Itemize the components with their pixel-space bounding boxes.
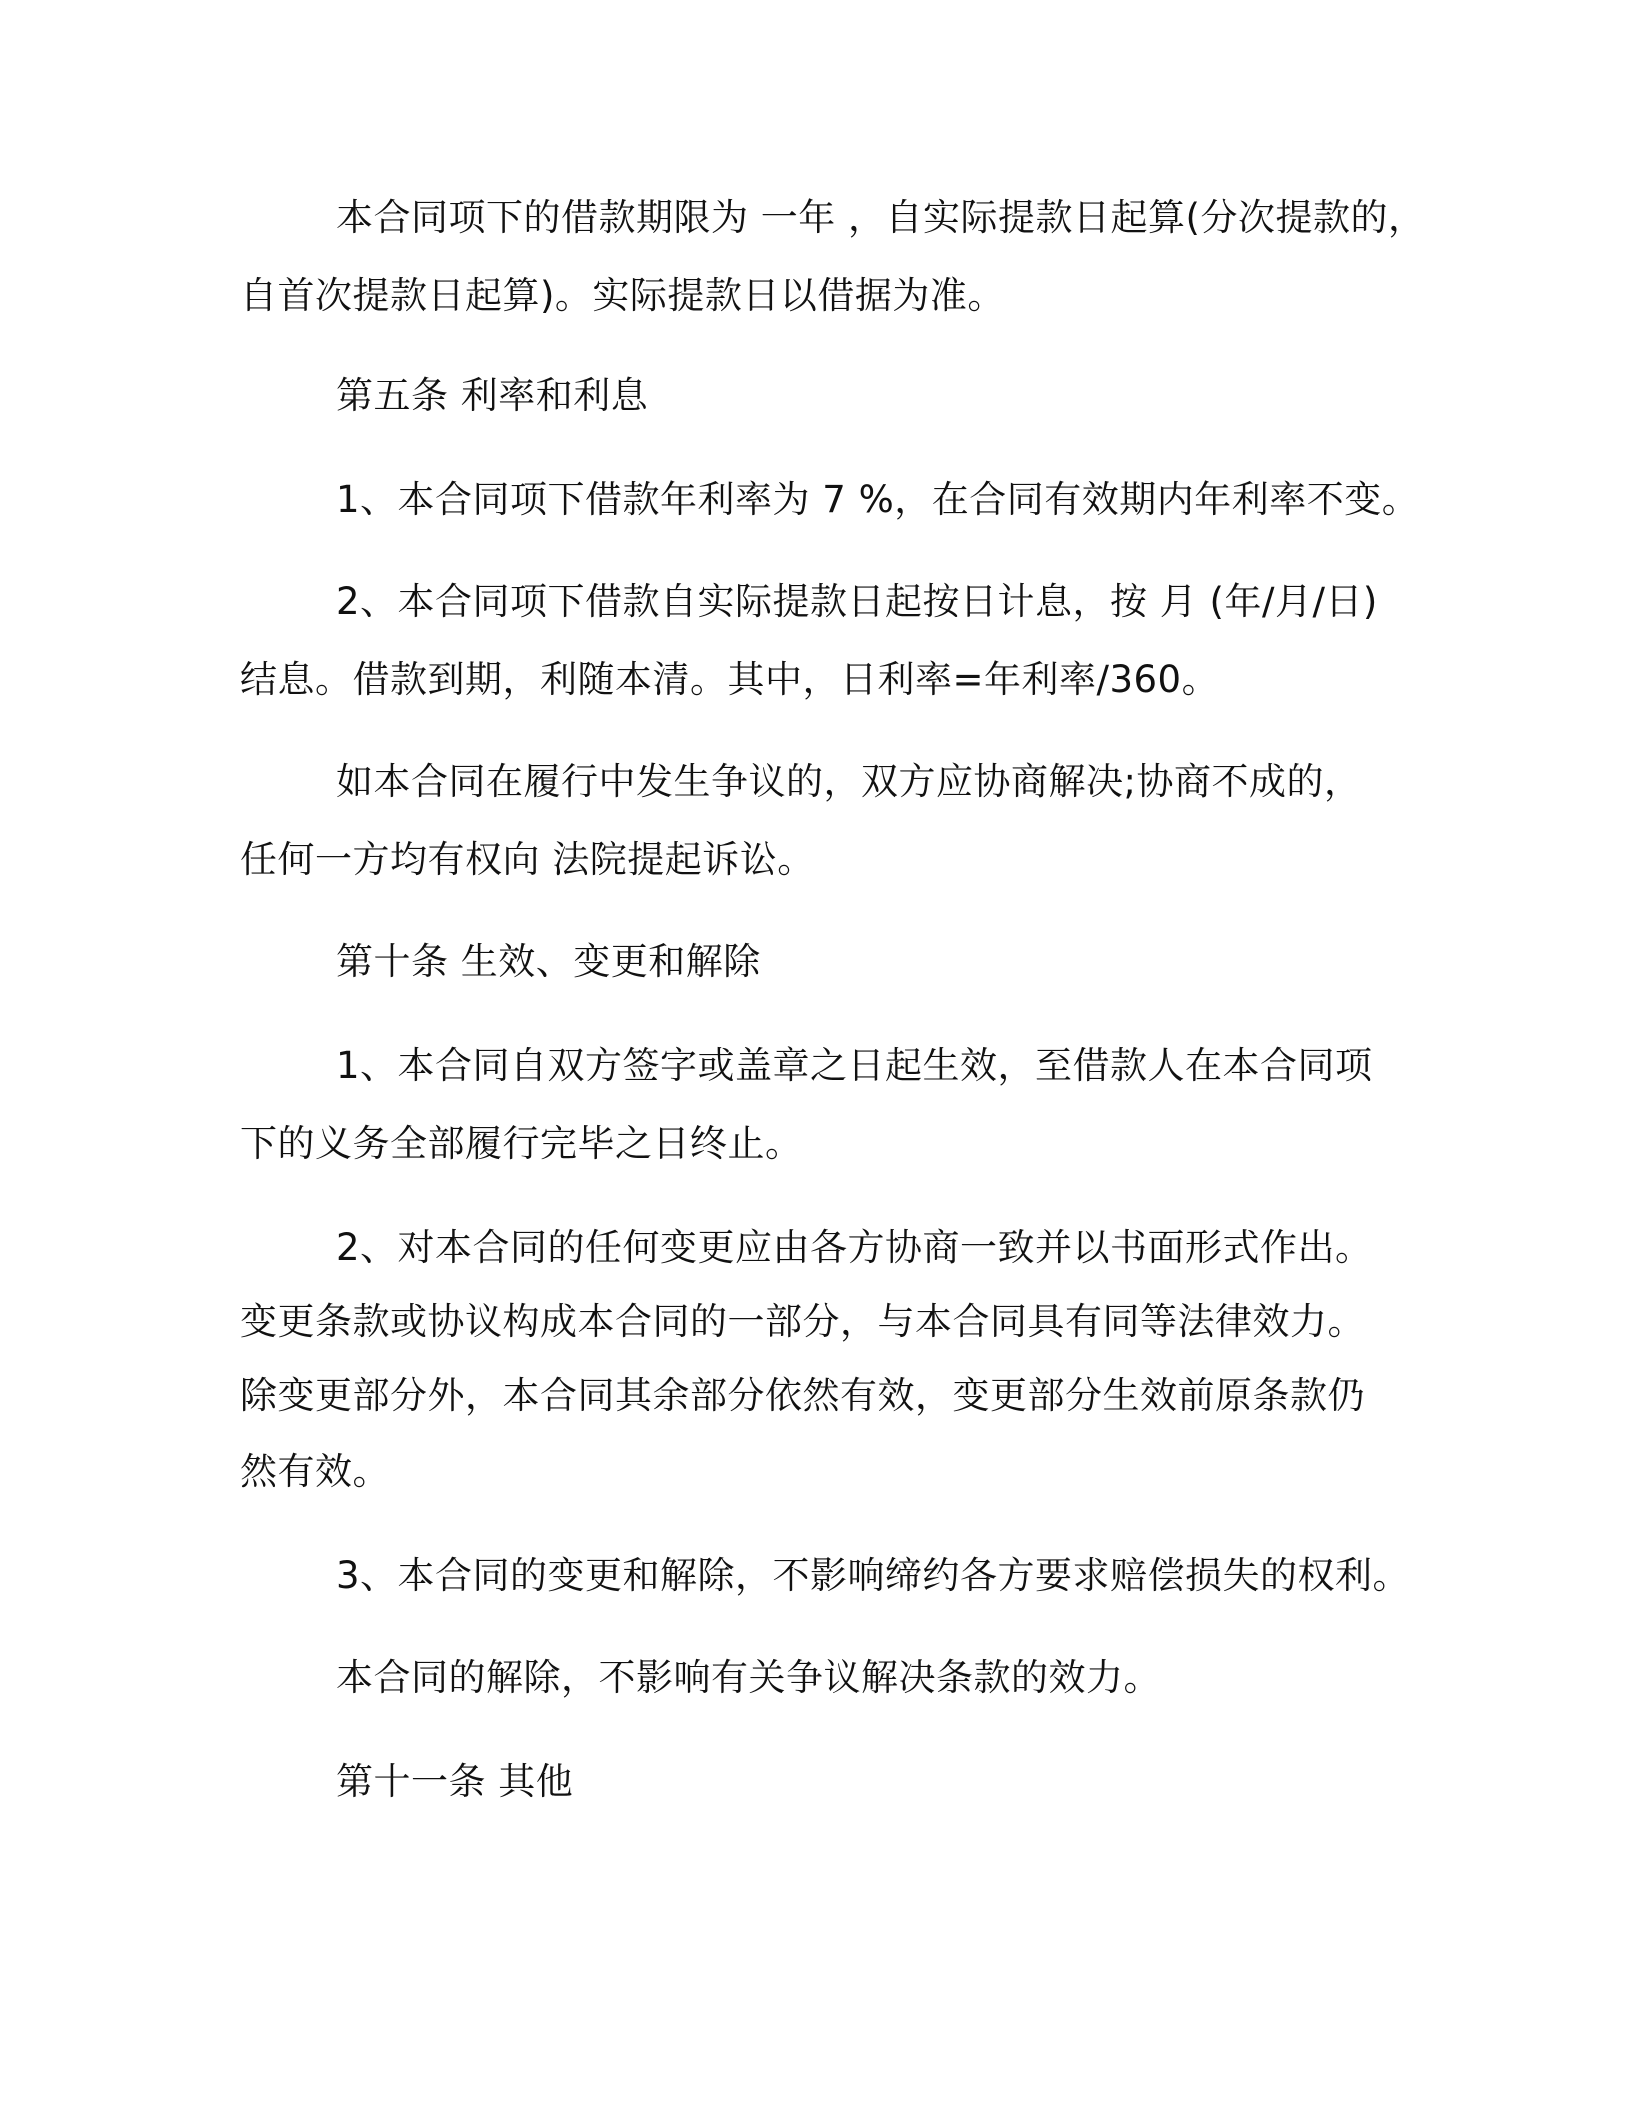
amendment-line-3: 除变更部分外，本合同其余部分依然有效，变更部分生效前原条款仍 [240, 1374, 1365, 1417]
loan-term-line-2: 自首次提款日起算)。实际提款日以借据为准。 [240, 274, 1005, 317]
effect-clause-line-2: 下的义务全部履行完毕之日终止。 [240, 1122, 803, 1165]
article-10-heading: 第十条 生效、变更和解除 [336, 940, 761, 983]
loan-term-line-1: 本合同项下的借款期限为 一年 ，自实际提款日起算(分次提款的， [336, 196, 1426, 239]
article-11-heading: 第十一条 其他 [336, 1760, 574, 1803]
effect-clause-line-1: 1、本合同自双方签字或盖章之日起生效，至借款人在本合同项 [336, 1044, 1373, 1087]
interest-calc-line-1: 2、本合同项下借款自实际提款日起按日计息，按 月 (年/月/日) [336, 580, 1378, 623]
dispute-line-2: 任何一方均有权向 法院提起诉讼。 [240, 838, 815, 881]
article-5-heading: 第五条 利率和利息 [336, 374, 649, 417]
dispute-clause-effect: 本合同的解除，不影响有关争议解决条款的效力。 [336, 1656, 1161, 1699]
amendment-line-4: 然有效。 [240, 1450, 390, 1493]
interest-rate-clause: 1、本合同项下借款年利率为 7 %，在合同有效期内年利率不变。 [336, 478, 1420, 521]
interest-calc-line-2: 结息。借款到期，利随本清。其中，日利率=年利率/360。 [240, 658, 1220, 701]
amendment-line-1: 2、对本合同的任何变更应由各方协商一致并以书面形式作出。 [336, 1226, 1373, 1269]
amendment-line-2: 变更条款或协议构成本合同的一部分，与本合同具有同等法律效力。 [240, 1300, 1365, 1343]
termination-clause: 3、本合同的变更和解除，不影响缔约各方要求赔偿损失的权利。 [336, 1554, 1411, 1597]
dispute-line-1: 如本合同在履行中发生争议的，双方应协商解决;协商不成的， [336, 760, 1362, 803]
